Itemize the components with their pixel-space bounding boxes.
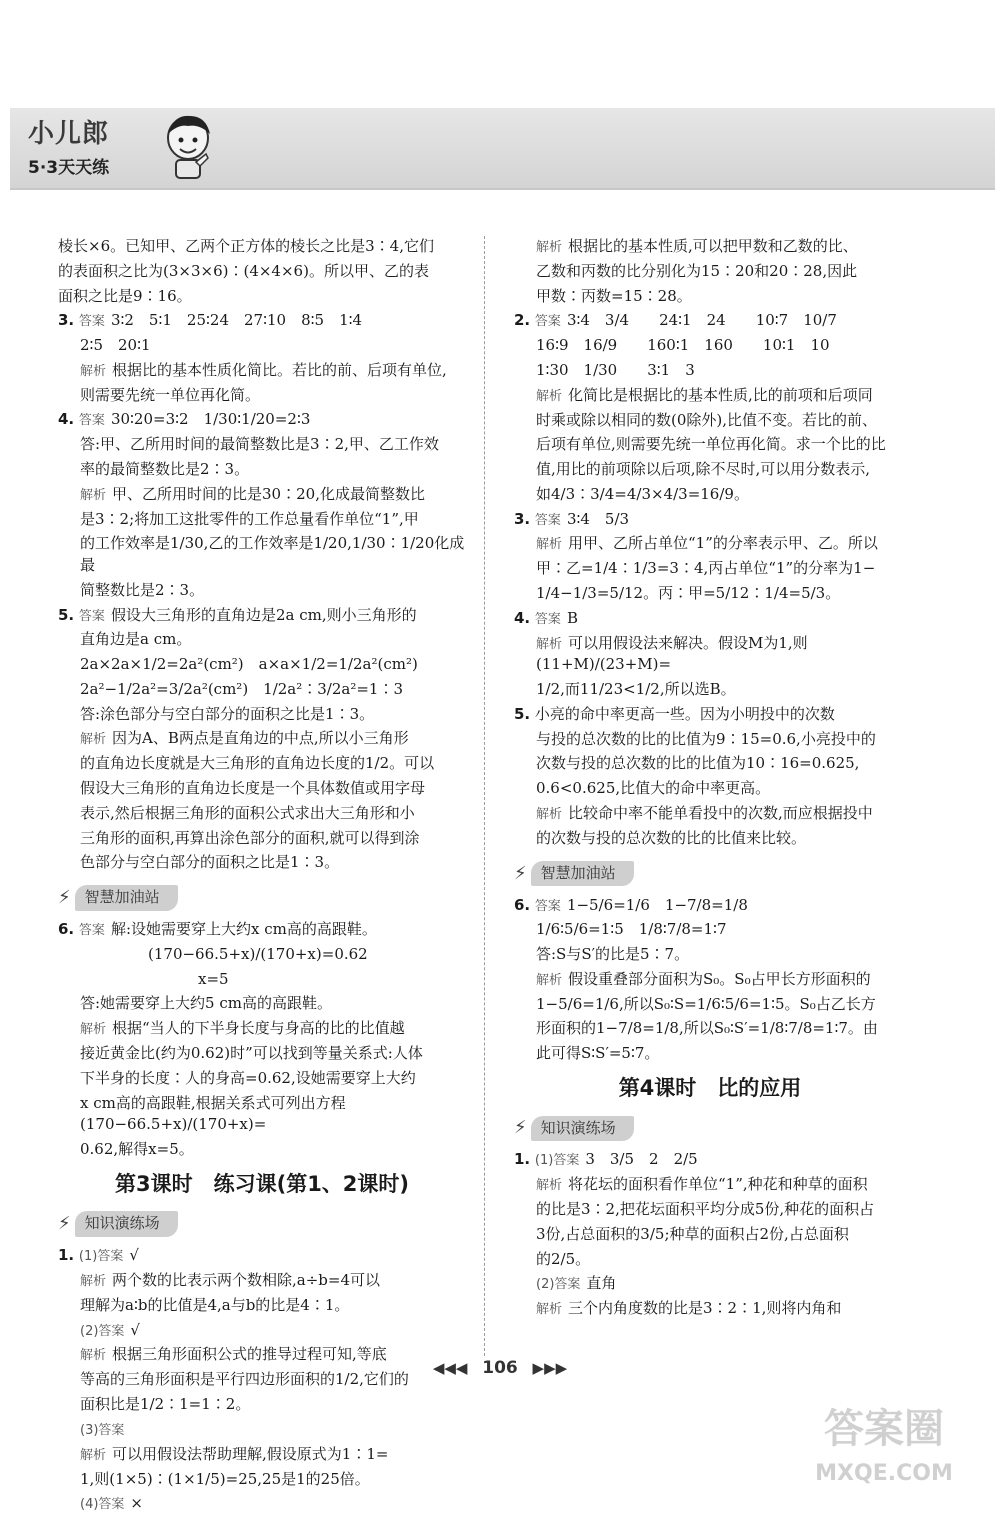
- text-line: 1/6∶5/6=1∶5 1/8∶7/8=1∶7: [536, 920, 727, 939]
- answer-tag: 答案: [78, 413, 105, 429]
- explanation-tag: 解析: [536, 972, 563, 988]
- answer-text: 1∶30 1/30 3∶1 3: [536, 360, 695, 379]
- explanation-tag: 解析: [536, 388, 563, 404]
- explanation-line: 根据比的基本性质,可以把甲数和乙数的比、: [568, 237, 858, 255]
- text-line: 2a×2a×1/2=2a²(cm²) a×a×1/2=1/2a²(cm²): [80, 655, 418, 674]
- explanation-line: 0.62,解得x=5。: [80, 1140, 194, 1158]
- question-3: [58, 310, 466, 406]
- answer-tag: 答案: [78, 608, 105, 624]
- watermark: [794, 1400, 974, 1490]
- explanation-tag: 解析: [80, 732, 107, 748]
- explanation-line: 假设大三角形的直角边长度是一个具体数值或用字母: [80, 779, 426, 798]
- text-line: 与投的总次数的比的比值为9∶15=0.6,小亮投中的: [536, 729, 876, 748]
- question-number: 6.: [58, 920, 75, 939]
- explanation-line: 根据三角形面积公式的推导过程可知,等底: [112, 1345, 387, 1364]
- question-number: 6.: [514, 895, 531, 914]
- explanation-line: 乙数和丙数的比分别化为15∶20和20∶28,因此: [536, 261, 858, 280]
- column-divider: [484, 236, 485, 1356]
- runner-icon: ⚡: [514, 862, 527, 884]
- explanation-line: 1/4−1/3=5/12。丙∶甲=5/12∶1/4=5/3。: [536, 583, 841, 602]
- explanation-line: 下半身的长度∶人的身高=0.62,设她需要穿上大约: [80, 1068, 416, 1087]
- text-line: 率的最简整数比是2∶3。: [80, 460, 250, 479]
- explanation-line: 1/2,而11/23<1/2,所以选B。: [536, 680, 736, 699]
- explanation-tag: 解析: [80, 1274, 107, 1290]
- explanation-tag: 解析: [536, 1302, 563, 1318]
- answer-text: 直角: [586, 1274, 617, 1293]
- explanation-line: 值,用比的前项除以后项,除不尽时,可以用分数表示,: [536, 460, 871, 479]
- text-line: 直角边是a cm。: [80, 630, 192, 649]
- explanation-line: 接近黄金比(约为0.62)时”可以找到等量关系式:人体: [80, 1044, 423, 1062]
- brand-logo: [28, 116, 109, 180]
- explanation-line: 面积比是1/2∶1=1∶2。: [80, 1395, 251, 1414]
- equation-line: (170−66.5+x)/(170+x)=0.62: [148, 944, 368, 963]
- answer-tag: 答案: [534, 314, 561, 330]
- question-number: 2.: [514, 311, 531, 330]
- runner-icon: ⚡: [514, 1117, 527, 1139]
- watermark-url: MXQE.COM: [815, 1461, 953, 1486]
- question-2: [514, 310, 906, 505]
- question-6: [58, 919, 466, 1161]
- text-line: 次数与投的总次数的比的比值为10∶16=0.625,: [536, 754, 860, 773]
- explanation-line: 理解为a∶b的比值是4,a与b的比是4∶1。: [80, 1295, 350, 1314]
- question-1: [514, 1149, 906, 1320]
- explanation-line: 比较命中率不能单看投中的次数,而应根据投中: [568, 803, 873, 822]
- page-top-margin: [0, 0, 1000, 110]
- explanation-line: 是3∶2;将加工这批零件的工作总量看作单位“1”,甲: [80, 509, 419, 528]
- explanation-line: 此可得S∶S′=5∶7。: [536, 1044, 660, 1063]
- explanation-line: 色部分与空白部分的面积之比是1∶3。: [80, 853, 340, 872]
- explanation-line: 根据“当人的下半身长度与身高的比的比值越: [112, 1019, 405, 1038]
- page-number: 106: [482, 1358, 518, 1378]
- explanation-line: 3份,占总面积的3/5;种草的面积占2份,占总面积: [536, 1224, 849, 1243]
- left-column: [58, 236, 466, 1518]
- watermark-title: 答案圈: [824, 1406, 944, 1452]
- answer-tag: (1)答案: [78, 1249, 124, 1265]
- explanation-tag: 解析: [80, 1348, 107, 1364]
- explanation-line: 时乘或除以相同的数(0除外),比值不变。若比的前、: [536, 410, 878, 429]
- question-number: 3.: [514, 509, 531, 528]
- section-banner: [514, 1115, 634, 1141]
- explanation-tag: 解析: [536, 636, 563, 652]
- runner-icon: ⚡: [58, 1213, 71, 1235]
- explanation-tag: 解析: [536, 240, 563, 255]
- explanation-line: 的2/5。: [536, 1249, 591, 1268]
- question-4: [514, 608, 906, 701]
- explanation-line: 1,则(1×5)∶(1×1/5)=25,25是1的25倍。: [80, 1469, 370, 1488]
- question-4: [58, 409, 466, 601]
- mascot-icon: [160, 112, 216, 180]
- explanation-tag: 解析: [80, 363, 107, 379]
- explanation-line: 因为A、B两点是直角边的中点,所以小三角形: [112, 729, 409, 748]
- explanation-line: 的直角边长度就是大三角形的直角边长度的1/2。可以: [80, 754, 435, 773]
- text-line: 0.6<0.625,比值大的命中率更高。: [536, 779, 771, 798]
- explanation-line: 简整数比是2∶3。: [80, 580, 205, 599]
- lesson-title: 第4课时 比的应用: [618, 1075, 802, 1100]
- answer-tag: 答案: [78, 923, 105, 939]
- text-line: 答:甲、乙所用时间的最简整数比是3∶2,甲、乙工作效: [80, 435, 439, 454]
- right-arrows-icon: ▶▶▶: [532, 1359, 568, 1377]
- runner-icon: ⚡: [58, 887, 71, 909]
- answer-tag: 答案: [534, 898, 561, 914]
- question-number: 3.: [58, 311, 75, 330]
- explanation-line: 三角形的面积,再算出涂色部分的面积,就可以得到涂: [80, 828, 420, 847]
- brand-name: 小儿郎: [28, 119, 110, 149]
- answer-tag: 答案: [534, 611, 561, 627]
- answer-tag: 答案: [534, 512, 561, 528]
- section-banner-label: 知识演练场: [531, 1116, 634, 1142]
- question-number: 4.: [58, 410, 75, 429]
- text-line: 小亮的命中率更高一些。因为小明投中的次数: [534, 704, 835, 723]
- explanation-line: 将花坛的面积看作单位“1”,种花和种草的面积: [568, 1175, 868, 1194]
- answer-tag: (3)答案: [80, 1422, 125, 1438]
- explanation-line: 用甲、乙所占单位“1”的分率表示甲、乙。所以: [568, 534, 878, 553]
- explanation-line: 可以用假设法来解决。假设M为1,则(11+M)/(23+M)=: [536, 633, 808, 674]
- explanation-tag: 解析: [536, 806, 563, 822]
- question-number: 5.: [514, 704, 531, 723]
- text-line: 答:涂色部分与空白部分的面积之比是1∶3。: [80, 704, 375, 723]
- right-column: [514, 236, 906, 1323]
- explanation-line: 三个内角度数的比是3∶2∶1,则将内角和: [568, 1299, 842, 1318]
- equation-line: x=5: [198, 969, 229, 988]
- answer-text: 3∶4 5/3: [566, 509, 630, 528]
- question-6: [514, 895, 906, 1065]
- explanation-line: 等高的三角形面积是平行四边形面积的1/2,它们的: [80, 1370, 409, 1389]
- brand-subtitle: 5·3天天练: [28, 157, 110, 178]
- question-3: [514, 509, 906, 605]
- explanation-line: 后项有单位,则需要先统一单位再化简。求一个比的比: [536, 435, 886, 454]
- text-line: 解:设她需要穿上大约x cm高的高跟鞋。: [110, 920, 377, 939]
- explanation-line: 甲、乙所用时间的比是30∶20,化成最简整数比: [112, 484, 425, 503]
- text-line: 的表面积之比为(3×3×6)∶(4×4×6)。所以甲、乙的表: [58, 261, 429, 280]
- answer-text: 3∶2 5∶1 25∶24 27∶10 8∶5 1∶4: [110, 311, 363, 330]
- explanation-line: 化简比是根据比的基本性质,比的前项和后项同: [568, 385, 873, 404]
- explanation-line: 形面积的1−7/8=1/8,所以S₀∶S′=1/8∶7/8=1∶7。由: [536, 1019, 878, 1038]
- explanation-tag: 解析: [536, 1178, 563, 1194]
- section-banner: [514, 861, 634, 887]
- section-banner-label: 智慧加油站: [75, 885, 178, 911]
- answer-text: √: [129, 1246, 139, 1265]
- explanation-tag: 解析: [80, 487, 107, 503]
- explanation-line: 则需要先统一单位再化简。: [80, 385, 261, 404]
- explanation-tag: 解析: [80, 1022, 107, 1038]
- page-header: [10, 108, 995, 190]
- section-banner: [58, 1211, 178, 1237]
- text-line: 2a²−1/2a²=3/2a²(cm²) 1/2a²∶3/2a²=1∶3: [80, 679, 404, 698]
- answer-tag: (2)答案: [536, 1277, 581, 1293]
- explanation-line: 甲∶乙=1/4∶1/3=3∶4,丙占单位“1”的分率为1−: [536, 559, 876, 578]
- answer-text: 16∶9 16/9 160∶1 160 10∶1 10: [536, 336, 830, 355]
- text-line: 1−5/6=1/6 1−7/8=1/8: [566, 895, 748, 914]
- section-banner-label: 智慧加油站: [531, 861, 634, 887]
- answer-text: 3∶4 3/4 24∶1 24 10∶7 10/7: [566, 311, 837, 330]
- text-line: 答:S与S′的比是5∶7。: [536, 945, 690, 964]
- explanation-line: x cm高的高跟鞋,根据关系式可列出方程(170−66.5+x)/(170+x)=: [80, 1093, 346, 1134]
- explanation-line: 的次数与投的总次数的比的比值来比较。: [536, 828, 807, 847]
- answer-text: 2∶5 20∶1: [80, 336, 151, 355]
- explanation-tag: 解析: [536, 537, 563, 553]
- text-line: 答:她需要穿上大约5 cm高的高跟鞋。: [80, 994, 332, 1013]
- answer-text: √: [130, 1320, 140, 1339]
- answer-tag: 答案: [78, 314, 105, 330]
- answer-tag: (1)答案: [534, 1153, 580, 1169]
- explanation-line: 如4/3∶3/4=4/3×4/3=16/9。: [536, 484, 749, 503]
- explanation-line: 假设重叠部分面积为S₀。S₀占甲长方形面积的: [568, 969, 871, 988]
- answer-text: B: [566, 608, 578, 627]
- text-line: 面积之比是9∶16。: [58, 286, 192, 305]
- question-number: 1.: [58, 1246, 75, 1265]
- text-line: 假设大三角形的直角边是2a cm,则小三角形的: [110, 605, 417, 624]
- answer-text: ×: [130, 1494, 143, 1513]
- explanation-tag: 解析: [80, 1447, 107, 1463]
- text-line: 棱长×6。已知甲、乙两个正方体的棱长之比是3∶4,它们: [58, 237, 434, 255]
- answer-text: 30∶20=3∶2 1/30∶1/20=2∶3: [110, 410, 311, 429]
- answer-tag: (2)答案: [80, 1323, 125, 1339]
- explanation-line: 表示,然后根据三角形的面积公式求出大三角形和小: [80, 803, 415, 822]
- page-footer: [0, 1356, 1000, 1381]
- question-5: [58, 605, 466, 874]
- explanation-line: 甲数∶丙数=15∶28。: [536, 286, 692, 305]
- explanation-line: 的比是3∶2,把花坛面积平均分成5份,种花的面积占: [536, 1200, 875, 1219]
- section-banner: [58, 885, 178, 911]
- question-number: 5.: [58, 605, 75, 624]
- lesson-title: 第3课时 练习课(第1、2课时): [114, 1171, 410, 1196]
- question-5: [514, 704, 906, 850]
- question-number: 1.: [514, 1150, 531, 1169]
- question-number: 4.: [514, 608, 531, 627]
- section-banner-label: 知识演练场: [75, 1211, 178, 1237]
- answer-text: 3 3/5 2 2/5: [585, 1150, 698, 1169]
- explanation-line: 根据比的基本性质化简比。若比的前、后项有单位,: [112, 360, 447, 379]
- explanation-line: 可以用假设法帮助理解,假设原式为1∶1=: [112, 1444, 389, 1463]
- explanation-line: 两个数的比表示两个数相除,a÷b=4可以: [112, 1271, 381, 1290]
- explanation-line: 1−5/6=1/6,所以S₀∶S=1/6∶5/6=1∶5。S₀占乙长方: [536, 994, 876, 1013]
- answer-tag: (4)答案: [80, 1497, 125, 1513]
- left-arrows-icon: ◀◀◀: [432, 1359, 468, 1377]
- explanation-line: 的工作效率是1/30,乙的工作效率是1/20,1/30∶1/20化成最: [80, 534, 465, 575]
